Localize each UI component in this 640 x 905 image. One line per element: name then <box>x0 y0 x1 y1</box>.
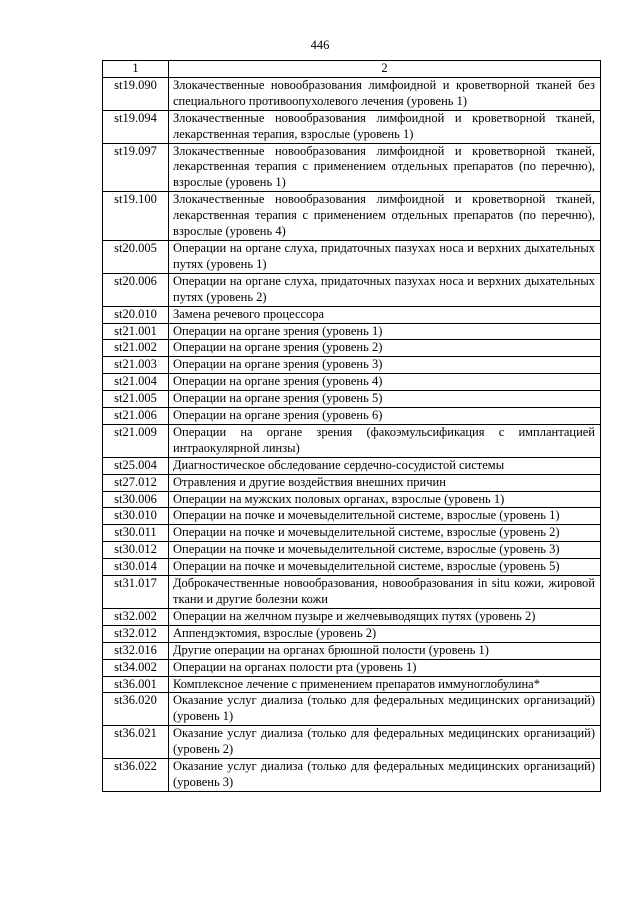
row-description: Оказание услуг диализа (только для федеральных медицинских организаций) (уровень 1) <box>169 693 601 726</box>
row-description: Операции на мужских половых органах, взрослые (уровень 1) <box>169 491 601 508</box>
table-row <box>103 273 601 306</box>
row-description: Операции на органе зрения (уровень 1) <box>169 323 601 340</box>
row-description: Злокачественные новообразования лимфоидной и кроветворной тканей без специального противоопухолевого лечения (уровень 1) <box>169 77 601 110</box>
table-row <box>103 659 601 676</box>
table-row <box>103 408 601 425</box>
row-description: Замена речевого процессора <box>169 306 601 323</box>
table-row <box>103 759 601 792</box>
row-code: st19.090 <box>103 77 169 110</box>
row-code: st32.002 <box>103 608 169 625</box>
row-code: st19.100 <box>103 192 169 241</box>
row-description: Диагностическое обследование сердечно-сосудистой системы <box>169 457 601 474</box>
table-row <box>103 676 601 693</box>
row-description: Аппендэктомия, взрослые (уровень 2) <box>169 625 601 642</box>
column-header-2: 2 <box>169 61 601 78</box>
table-row <box>103 143 601 192</box>
row-code: st30.011 <box>103 525 169 542</box>
row-code: st30.006 <box>103 491 169 508</box>
row-code: st30.010 <box>103 508 169 525</box>
table-row <box>103 491 601 508</box>
row-code: st20.010 <box>103 306 169 323</box>
row-code: st21.003 <box>103 357 169 374</box>
row-code: st34.002 <box>103 659 169 676</box>
row-code: st19.097 <box>103 143 169 192</box>
row-description: Операции на органах полости рта (уровень 1) <box>169 659 601 676</box>
row-description: Другие операции на органах брюшной полости (уровень 1) <box>169 642 601 659</box>
row-code: st20.005 <box>103 240 169 273</box>
row-code: st30.014 <box>103 559 169 576</box>
row-description: Доброкачественные новообразования, новообразования in situ кожи, жировой ткани и другие болезни кожи <box>169 576 601 609</box>
row-description: Операции на желчном пузыре и желчевыводящих путях (уровень 2) <box>169 608 601 625</box>
table-row <box>103 576 601 609</box>
row-description: Операции на органе зрения (уровень 5) <box>169 391 601 408</box>
row-code: st36.020 <box>103 693 169 726</box>
row-description: Операции на органе зрения (факоэмульсификация с имплантацией интраокулярной линзы) <box>169 424 601 457</box>
row-description: Комплексное лечение с применением препаратов иммуноглобулина* <box>169 676 601 693</box>
row-code: st31.017 <box>103 576 169 609</box>
table-row <box>103 542 601 559</box>
row-description: Операции на органе зрения (уровень 4) <box>169 374 601 391</box>
row-description: Злокачественные новообразования лимфоидной и кроветворной тканей, лекарственная терапия с применением отдельных препаратов (по перечню), взрослые (уровень 4) <box>169 192 601 241</box>
row-code: st21.002 <box>103 340 169 357</box>
table-row <box>103 357 601 374</box>
table-row <box>103 693 601 726</box>
row-code: st19.094 <box>103 110 169 143</box>
row-description: Операции на почке и мочевыделительной системе, взрослые (уровень 3) <box>169 542 601 559</box>
row-code: st36.022 <box>103 759 169 792</box>
table-row <box>103 340 601 357</box>
csg-table <box>102 60 601 792</box>
row-code: st21.004 <box>103 374 169 391</box>
table-row <box>103 391 601 408</box>
table-row <box>103 608 601 625</box>
row-code: st36.021 <box>103 726 169 759</box>
row-description: Операции на органе зрения (уровень 6) <box>169 408 601 425</box>
table-body <box>103 77 601 791</box>
row-code: st21.009 <box>103 424 169 457</box>
table-row <box>103 559 601 576</box>
row-description: Операции на органе слуха, придаточных пазухах носа и верхних дыхательных путях (уровень 2) <box>169 273 601 306</box>
row-description: Операции на почке и мочевыделительной системе, взрослые (уровень 5) <box>169 559 601 576</box>
row-description: Операции на органе зрения (уровень 2) <box>169 340 601 357</box>
row-code: st21.001 <box>103 323 169 340</box>
table-row <box>103 240 601 273</box>
row-code: st32.012 <box>103 625 169 642</box>
table-row <box>103 726 601 759</box>
table-header-row <box>103 61 601 78</box>
table-row <box>103 306 601 323</box>
page-number: 446 <box>310 38 330 52</box>
table-row <box>103 424 601 457</box>
row-code: st36.001 <box>103 676 169 693</box>
table-row <box>103 642 601 659</box>
row-description: Злокачественные новообразования лимфоидной и кроветворной тканей, лекарственная терапия с применением отдельных препаратов (по перечню), взрослые (уровень 1) <box>169 143 601 192</box>
row-description: Операции на почке и мочевыделительной системе, взрослые (уровень 1) <box>169 508 601 525</box>
table-row <box>103 77 601 110</box>
row-description: Операции на почке и мочевыделительной системе, взрослые (уровень 2) <box>169 525 601 542</box>
table-row <box>103 374 601 391</box>
row-code: st25.004 <box>103 457 169 474</box>
table-row <box>103 323 601 340</box>
column-header-1: 1 <box>103 61 169 78</box>
row-code: st30.012 <box>103 542 169 559</box>
table-row <box>103 110 601 143</box>
row-description: Злокачественные новообразования лимфоидной и кроветворной тканей, лекарственная терапия, взрослые (уровень 1) <box>169 110 601 143</box>
row-description: Операции на органе зрения (уровень 3) <box>169 357 601 374</box>
table-row <box>103 192 601 241</box>
row-code: st32.016 <box>103 642 169 659</box>
row-code: st20.006 <box>103 273 169 306</box>
row-description: Оказание услуг диализа (только для федеральных медицинских организаций) (уровень 2) <box>169 726 601 759</box>
table-row <box>103 474 601 491</box>
row-description: Операции на органе слуха, придаточных пазухах носа и верхних дыхательных путях (уровень 1) <box>169 240 601 273</box>
table-row <box>103 525 601 542</box>
row-code: st27.012 <box>103 474 169 491</box>
row-description: Оказание услуг диализа (только для федеральных медицинских организаций) (уровень 3) <box>169 759 601 792</box>
row-description: Отравления и другие воздействия внешних причин <box>169 474 601 491</box>
row-code: st21.006 <box>103 408 169 425</box>
table-row <box>103 625 601 642</box>
table-row <box>103 508 601 525</box>
table-row <box>103 457 601 474</box>
row-code: st21.005 <box>103 391 169 408</box>
